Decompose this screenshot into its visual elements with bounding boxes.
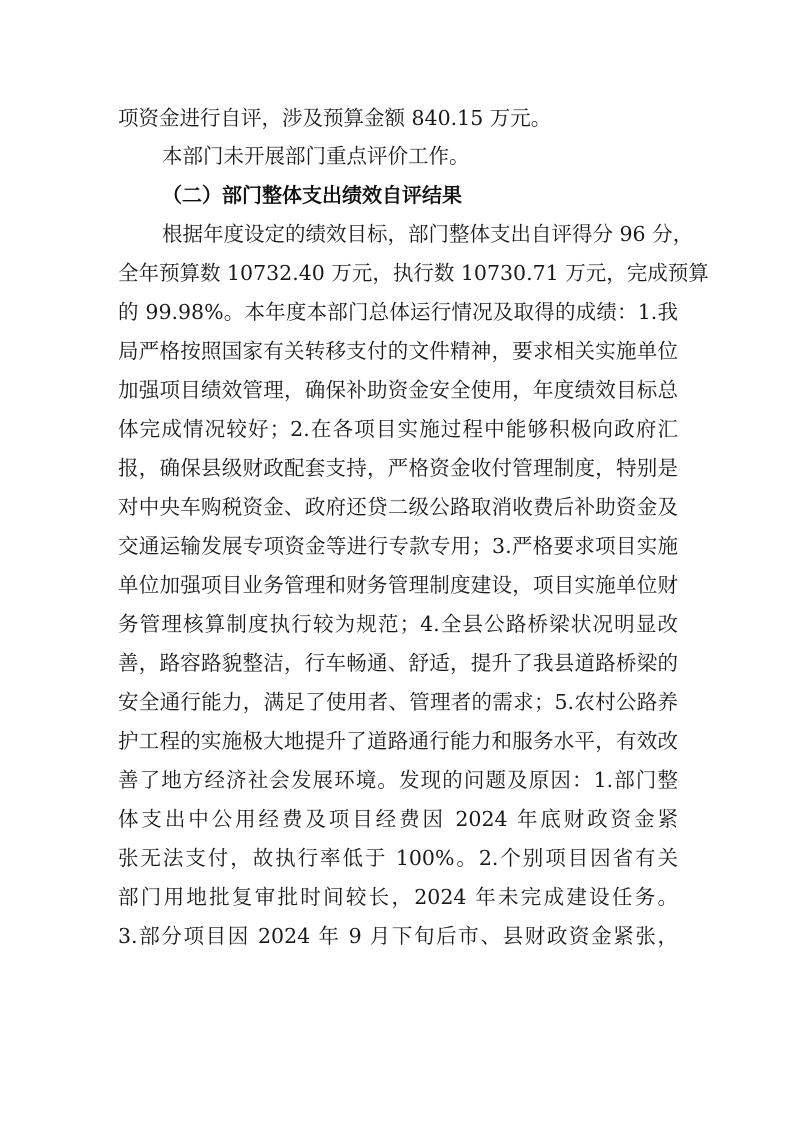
no-key-evaluation-paragraph: 本部门未开展部门重点评价工作。 bbox=[162, 144, 470, 168]
body-line: 交通运输发展专项资金等进行专款专用；3.严格要求项目实施 bbox=[118, 534, 678, 558]
body-line: 部门用地批复审批时间较长，2024 年未完成建设任务。 bbox=[118, 885, 678, 909]
body-line: 安全通行能力，满足了使用者、管理者的需求；5.农村公路养 bbox=[118, 690, 678, 714]
body-line: 善，路容路貌整洁，行车畅通、舒适，提升了我县道路桥梁的 bbox=[118, 651, 678, 675]
body-line: 加强项目绩效管理，确保补助资金安全使用，年度绩效目标总 bbox=[118, 378, 678, 402]
body-line: 全年预算数 10732.40 万元，执行数 10730.71 万元，完成预算 bbox=[118, 261, 709, 285]
body-line: 善了地方经济社会发展环境。发现的问题及原因：1.部门整 bbox=[118, 768, 678, 792]
body-line: 报，确保县级财政配套支持，严格资金收付管理制度，特别是 bbox=[118, 456, 678, 480]
body-line: 局严格按照国家有关转移支付的文件精神，要求相关实施单位 bbox=[118, 339, 678, 363]
body-line: 的 99.98%。本年度本部门总体运行情况及取得的成绩：1.我 bbox=[118, 300, 678, 324]
body-line: 护工程的实施极大地提升了道路通行能力和服务水平，有效改 bbox=[118, 729, 678, 753]
body-line: 张无法支付，故执行率低于 100%。2.个别项目因省有关 bbox=[118, 846, 678, 870]
body-line: 3.部分项目因 2024 年 9 月下旬后市、县财政资金紧张， bbox=[118, 924, 678, 948]
body-line: 对中央车购税资金、政府还贷二级公路取消收费后补助资金及 bbox=[118, 495, 678, 519]
intro-paragraph-line: 项资金进行自评，涉及预算金额 840.15 万元。 bbox=[118, 106, 552, 130]
body-line: 单位加强项目业务管理和财务管理制度建设，项目实施单位财 bbox=[118, 573, 678, 597]
body-line: 体支出中公用经费及项目经费因 2024 年底财政资金紧 bbox=[118, 807, 678, 831]
section-heading: （二）部门整体支出绩效自评结果 bbox=[162, 183, 462, 207]
body-line: 体完成情况较好；2.在各项目实施过程中能够积极向政府汇 bbox=[118, 417, 678, 441]
body-line: 务管理核算制度执行较为规范；4.全县公路桥梁状况明显改 bbox=[118, 612, 678, 636]
body-line: 根据年度设定的绩效目标，部门整体支出自评得分 96 分， bbox=[162, 222, 694, 246]
